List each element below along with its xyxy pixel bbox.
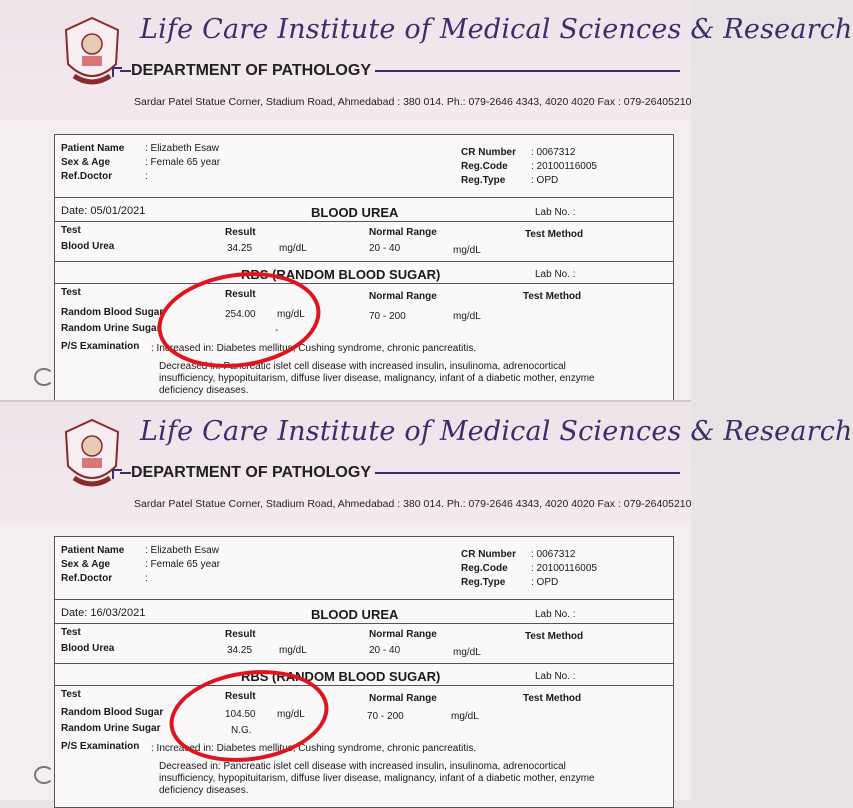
blood-urea-range: 20 - 40	[369, 645, 401, 656]
rbs-result: 104.50	[225, 709, 256, 720]
lab-report-1	[0, 0, 853, 400]
reg-type-label: Reg.Type	[461, 577, 506, 588]
normal-range-header: Normal Range	[369, 227, 437, 238]
reg-code-label: Reg.Code	[461, 563, 508, 574]
sex-age-value: : Female 65 year	[145, 559, 221, 570]
cr-number-label: CR Number	[461, 549, 517, 560]
random-urine-sugar-label: Random Urine Sugar	[61, 323, 161, 334]
result-header: Result	[225, 629, 256, 640]
rbs-title: RBS (RANDOM BLOOD SUGAR)	[241, 669, 441, 684]
blood-urea-label: Blood Urea	[61, 643, 115, 654]
blood-urea-range-unit: mg/dL	[453, 245, 481, 256]
rbs-unit: mg/dL	[277, 309, 305, 320]
reg-type-value: : OPD	[531, 577, 559, 588]
blood-urea-range: 20 - 40	[369, 243, 401, 254]
test-method-header: Test Method	[525, 229, 584, 240]
test-header: Test	[61, 287, 81, 298]
institute-name: Life Care Institute of Medical Sciences & Research	[140, 416, 853, 447]
patient-name-label: Patient Name	[61, 143, 125, 154]
test-header: Test	[61, 627, 81, 638]
lab-report-2	[0, 400, 853, 800]
divider	[55, 663, 673, 664]
lab-no-label: Lab No. :	[535, 671, 576, 682]
rbs-range-unit: mg/dL	[451, 711, 479, 722]
random-urine-sugar-label: Random Urine Sugar	[61, 723, 161, 734]
blood-urea-unit: mg/dL	[279, 645, 307, 656]
divider	[55, 283, 673, 284]
test-header: Test	[61, 225, 81, 236]
reg-type-value: : OPD	[531, 175, 559, 186]
ref-doctor-label: Ref.Doctor	[61, 171, 113, 182]
test-method-header: Test Method	[525, 631, 584, 642]
test-method-header: Test Method	[523, 291, 582, 302]
ref-doctor-value: :	[145, 573, 148, 584]
sex-age-value: : Female 65 year	[145, 157, 221, 168]
rbs-range: 70 - 200	[369, 311, 406, 322]
cr-number-value: : 0067312	[531, 147, 576, 158]
address-line: Sardar Patel Statue Corner, Stadium Road, Ahmedabad : 380 014. Ph.: 079-2646 4343, 4020 4020 Fax : 079-26405210	[134, 96, 692, 108]
rbs-title: RBS (RANDOM BLOOD SUGAR)	[241, 267, 441, 282]
result-header: Result	[225, 289, 256, 300]
reg-code-value: : 20100116005	[531, 161, 597, 172]
ps-decreased-text: Decreased in: Pancreatic islet cell disease with increased insulin, insulinoma, adrenocortical insufficiency, hypopituitarism, diffuse liver disease, malignancy, infant of a diabetic mother, enzyme deficiency diseases.	[159, 361, 595, 396]
normal-range-header: Normal Range	[369, 291, 437, 302]
divider	[55, 197, 673, 198]
urine-sugar-value: N.G.	[231, 725, 252, 736]
patient-name-value: : Elizabeth Esaw	[145, 143, 219, 154]
department-title: DEPARTMENT OF PATHOLOGY	[131, 62, 375, 80]
blood-urea-result: 34.25	[227, 243, 253, 254]
punch-hole	[34, 766, 54, 784]
lab-no-label: Lab No. :	[535, 207, 576, 218]
blood-urea-unit: mg/dL	[279, 243, 307, 254]
institute-logo	[60, 416, 124, 496]
reg-type-label: Reg.Type	[461, 175, 506, 186]
report-date: Date: 05/01/2021	[61, 205, 146, 217]
blood-urea-label: Blood Urea	[61, 241, 115, 252]
blood-urea-range-unit: mg/dL	[453, 647, 481, 658]
test-method-header: Test Method	[523, 693, 582, 704]
sex-age-label: Sex & Age	[61, 157, 111, 168]
address-line: Sardar Patel Statue Corner, Stadium Road, Ahmedabad : 380 014. Ph.: 079-2646 4343, 4020 4020 Fax : 079-26405210	[134, 498, 692, 510]
blood-urea-title: BLOOD UREA	[311, 205, 399, 220]
report-date: Date: 16/03/2021	[61, 607, 146, 619]
ps-exam-label: P/S Examination	[61, 341, 140, 352]
rbs-range-unit: mg/dL	[453, 311, 481, 322]
ref-doctor-label: Ref.Doctor	[61, 573, 113, 584]
divider	[55, 261, 673, 262]
result-header: Result	[225, 691, 256, 702]
random-blood-sugar-label: Random Blood Sugar	[61, 707, 164, 718]
lab-no-label: Lab No. :	[535, 609, 576, 620]
ps-increased-text: : Increased in: Diabetes mellitus, Cushing syndrome, chronic pancreatitis.	[151, 343, 477, 354]
department-title: DEPARTMENT OF PATHOLOGY	[131, 464, 375, 482]
reg-code-value: : 20100116005	[531, 563, 597, 574]
report-card	[54, 134, 674, 406]
normal-range-header: Normal Range	[369, 629, 437, 640]
normal-range-header: Normal Range	[369, 693, 437, 704]
report-card	[54, 536, 674, 808]
random-blood-sugar-label: Random Blood Sugar	[61, 307, 164, 318]
ps-exam-label: P/S Examination	[61, 741, 140, 752]
divider	[55, 599, 673, 600]
blood-urea-title: BLOOD UREA	[311, 607, 399, 622]
blood-urea-result: 34.25	[227, 645, 253, 656]
ref-doctor-value: :	[145, 171, 148, 182]
divider	[55, 623, 673, 624]
test-header: Test	[61, 689, 81, 700]
institute-logo	[60, 14, 124, 94]
punch-hole	[34, 368, 54, 386]
sex-age-label: Sex & Age	[61, 559, 111, 570]
patient-name-label: Patient Name	[61, 545, 125, 556]
urine-sugar-value: -	[275, 325, 279, 336]
rbs-unit: mg/dL	[277, 709, 305, 720]
cr-number-label: CR Number	[461, 147, 517, 158]
ps-increased-text: : Increased in: Diabetes mellitus, Cushing syndrome, chronic pancreatitis.	[151, 743, 477, 754]
result-header: Result	[225, 227, 256, 238]
patient-name-value: : Elizabeth Esaw	[145, 545, 219, 556]
reg-code-label: Reg.Code	[461, 161, 508, 172]
ps-decreased-text: Decreased in: Pancreatic islet cell disease with increased insulin, insulinoma, adrenocortical insufficiency, hypopituitarism, diffuse liver disease, malignancy, infant of a diabetic mother, enzyme deficiency diseases.	[159, 761, 595, 796]
divider	[55, 685, 673, 686]
lab-no-label: Lab No. :	[535, 269, 576, 280]
institute-name: Life Care Institute of Medical Sciences & Research	[140, 14, 853, 45]
divider	[55, 221, 673, 222]
rbs-result: 254.00	[225, 309, 256, 320]
cr-number-value: : 0067312	[531, 549, 576, 560]
rbs-range: 70 - 200	[367, 711, 404, 722]
